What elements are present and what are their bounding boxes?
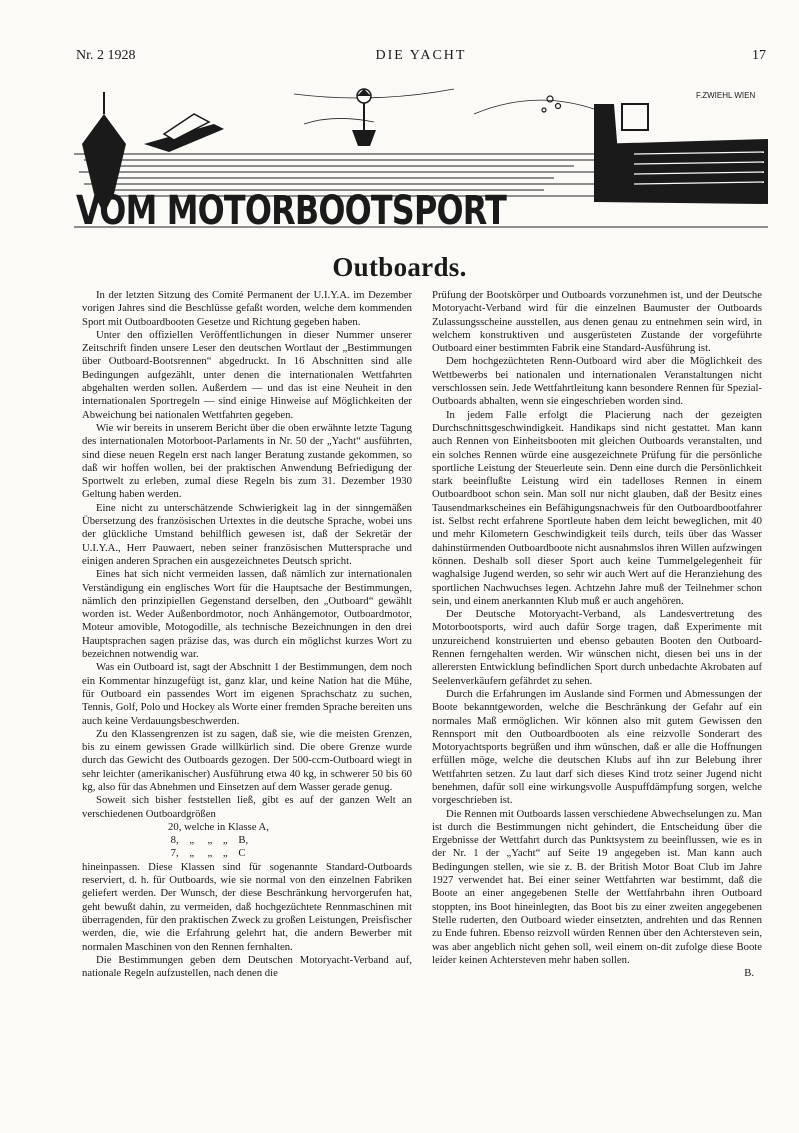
paragraph: Unter den offiziellen Veröffentlichungen in dieser Nummer unserer Zeitschrift finden unsere Leser den deutschen Wortlaut der „Bestimmungen über Outboard-Bootsrennen“ abgedruckt. In 16 Abschnitten sind alle Bedingungen aufgezählt, unter denen die internationalen Wettfahrten abgehalten werden sollen. Außerdem — und das ist eine Neuheit in den internationalen Sportregeln — sind einige Hinweise auf Möglichkeiten der Abweichung bei nationalen Wettfahrten gegeben.: [82, 328, 412, 421]
class-line: 8, „ „ „ B,: [168, 834, 249, 847]
class-line: 7, „ „ „ C: [168, 847, 246, 860]
paragraph: Prüfung der Bootskörper und Outboards vorzunehmen ist, und der Deutsche Motoryacht-Verband wird für die einzelnen Baumuster der Outboards Zulassungsscheine ausstellen, aus denen genau zu entnehmen sein wird, in welchem konstruktiven und ausgerüsteten Zustande der vorgeführte Outboard einer bestimmten Fabrik eine Standard-Ausführung ist.: [432, 289, 762, 355]
magazine-name: DIE YACHT: [375, 48, 467, 63]
issue-number: Nr. 2 1928: [76, 48, 136, 63]
heading-art: VOM MOTORBOOTSPORT: [76, 188, 508, 229]
class-list: [82, 821, 412, 861]
artist-signature: F.ZWIEHL WIEN: [696, 91, 756, 100]
paragraph: Was ein Outboard ist, sagt der Abschnitt 1 der Bestimmungen, dem noch ein Kommentar hinzugefügt ist, ganz klar, und keine Nation hat die Mühe, für Outboard ein passendes Wort im eigenen Sprachschatz zu suchen, Tennis, Golf, Polo und Hockey als Worte einer fremden Sprache bereiten uns auch keine Verdauungsbeschwerden.: [82, 661, 412, 727]
class-line: 20, welche in Klasse A,: [168, 820, 269, 833]
page-header: [76, 48, 766, 70]
author-signature: B.: [744, 967, 754, 980]
paragraph: Durch die Erfahrungen im Auslande sind Formen und Abmessungen der Boote bekanntgeworden, welche die Beschränkung der Gefahr auf ein normales Maß ermöglichen. Wir können also mit gutem Gewissen den Rennsport mit den Outboardbooten als eine reizvolle Sonderart des Motoryachtsports begrüßen und ihm wünschen, daß er alle die Hoffnungen erfüllen möge, welche die deutschen Klubs auf ihn zur Belebung ihrer Wettfahrten setzen. Zu laut darf sich dieses Kind trotz seiner Jugend nicht benehmen, dafür soll eine wirkungsvolle Auspuffdämpfung sorgen, welche vorgeschrieben ist.: [432, 687, 762, 807]
paragraph: Eines hat sich nicht vermeiden lassen, daß nämlich zur internationalen Verständigung ein englisches Wort für die Hauptsache der Bestimmungen, nämlich den prinzipiellen Gegenstand derselben, den „Outboard“ gewählt worden ist. Weder Außenbordmotor, noch Anhängemotor, Outboardmotor, Moteur amovible, Motogodille, als technische Bezeichnungen in den drei Hauptsprachen sagen präzise das, was durch ein möglichst kurzes Wort zu bezeichnen notwendig war.: [82, 568, 412, 661]
paragraph: Dem hochgezüchteten Renn-Outboard wird aber die Möglichkeit des Wettbewerbs bei nationalen und internationalen Veranstaltungen nicht verschlossen sein. Jede Wettfahrtleitung kann besondere Rennen für Spezial-Outboards abhalten, wenn sie eingeschrieben worden sind.: [432, 355, 762, 408]
article-column-right: [432, 289, 762, 980]
article-title: Outboards.: [332, 252, 467, 282]
paragraph: hineinpassen. Diese Klassen sind für sogenannte Standard-Outboards reserviert, d. h. für Outboards, wie sie normal von den einzelnen Fabriken geliefert werden. Der Wunsch, der diese Beschränkung hervorgerufen hat, geht bewußt dahin, zu vermeiden, daß hochgezüchtete Rennmaschinen mit überragenden, für den praktischen Zweck zu großen Leistungen, Preisfischer werden, die, wie die Erfahrung gelehrt hat, die andern Bewerber mit normalen Maschinen von den Rennen fernhalten.: [82, 860, 412, 953]
paragraph: Soweit sich bisher feststellen ließ, gibt es auf der ganzen Welt an verschiedenen Outboardgrößen: [82, 794, 412, 820]
article-column-left: [82, 289, 412, 980]
paragraph: Die Bestimmungen geben dem Deutschen Motoryacht-Verband auf, nationale Regeln aufzustellen, nach denen die: [82, 953, 412, 980]
paragraph: Die Rennen mit Outboards lassen verschiedene Abwechselungen zu. Man ist durch die Bestimmungen nicht gehindert, die Entscheidung über die Ergebnisse der Wettfahrt durch das Punktsystem zu beeinflussen, wie es in der Nr. 1 der „Yacht“ auf Seite 19 angegeben ist. Man kann auch Bedingungen stellen, wie sie z. B. der British Motor Boat Club im Jahre 1927 verwendet hat. Bei einer seiner Wettfahrten war bestimmt, daß die Boote an einer angegebenen Stelle der Wettfahrbahn ihren Outboard stoppten, ins Boot hineinlegten, das Boot bis zu einer zweiten angegebenen Stelle ruderten, den Outboard wieder einsetzten, andrehten und das Rennen zu Ende fuhren. Ebenso reizvoll würden Rennen über den Achtersteven sein, was aber angeblich nicht gehen soll, weil einem on-dit zufolge diese Boote leider keinen Achtersteven mehr haben sollen.: [432, 807, 762, 966]
paragraph: Eine nicht zu unterschätzende Schwierigkeit lag in der sinngemäßen Übersetzung des französischen Urtextes in die deutsche Sprache, wobei uns der glückliche Umstand behilflich gewesen ist, daß der Sekretär der U.I.Y.A., Herr Pauwaert, neben seiner französischen Muttersprache und einigen anderen Sprachen ein ausgezeichnetes Deutsch spricht.: [82, 501, 412, 567]
header-illustration: [74, 84, 768, 229]
paragraph: Der Deutsche Motoryacht-Verband, als Landesvertretung des Motorbootsports, wird auch dafür Sorge tragen, daß Experimente mit unzureichend konstruierten und ebenso gebauten Booten den Outboard-Rennen ferngehalten werden. Wir wünschen nicht, diesen bei uns in der allerersten Entwicklung befindlichen Sport durch unbedachte Akrobaten auf Seelenverkäufern gefährdet zu sehen.: [432, 608, 762, 687]
paragraph: Wie wir bereits in unserem Bericht über die oben erwähnte letzte Tagung des internationalen Motorboot-Parlaments in Nr. 50 der „Yacht“ ausführten, sind diese neuen Regeln erst nach langer Beratung zustande gekommen, so daß wir hoffen wollen, bei der praktischen Anwendung Befriedigung der Sportwelt zu erleben, zumal diese Regeln bis zum 31. Dezember 1930 Geltung haben werden.: [82, 421, 412, 501]
paragraph: In der letzten Sitzung des Comité Permanent der U.I.Y.A. im Dezember vorigen Jahres sind die Beschlüsse gefaßt worden, welche dem kommenden Sport mit Outboardbooten Gesetze und Richtung gegeben haben.: [82, 289, 412, 328]
page-number: 17: [752, 48, 766, 63]
paragraph: Zu den Klassengrenzen ist zu sagen, daß sie, wie die meisten Grenzen, bis zu einem gewissen Grade willkürlich sind. Die obere Grenze wurde durch das Gewicht des Outboards gezogen. Der 500-ccm-Outboard wiegt in sehr leichter (amerikanischer) Ausführung etwa 40 kg, in schwerer 50 bis 60 kg, also für das Abnehmen und Einsetzen auf dem Wasser gerade genug.: [82, 727, 412, 793]
paragraph: In jedem Falle erfolgt die Placierung nach der gezeigten Durchschnittsgeschwindigkeit. Handikaps sind nicht gestattet. Man kann auch Rennen von Einheitsbooten mit gleichen Outboards veranstalten, und ein solches Rennen würde eine ausgezeichnete Prüfung für die persönliche sportliche Leistung der Steuerleute sein. Denn eine durch die Persönlichkeit stark beeinflußte Leistung wird ein tadelloses Rennen in einem Outboardboot schon sein. Man soll nur nicht glauben, daß der Besitz eines Tausendmarkscheines ein Befähigungsnachweis für den Outboardbootfahrer ist. Selbst recht erfahrene Sportleute haben dem leicht beweglichen, mit 40 und mehr Kilometern Geschwindigkeit teils durch, teils über das Wasser dahinstürmenden Outboardboote nicht ausnahmslos ihren Willen aufzwingen können. Deshalb soll dieser Sport auch keine Tummelgelegenheit für waghalsige Jugend werden, so sehr wir auch Wert auf die Heranziehung des sportlichen Nachwuchses legen. Achtzehn Jahre muß der Teilnehmer schon sein, und einem anerkannten Klub muß er auch angehören.: [432, 408, 763, 607]
